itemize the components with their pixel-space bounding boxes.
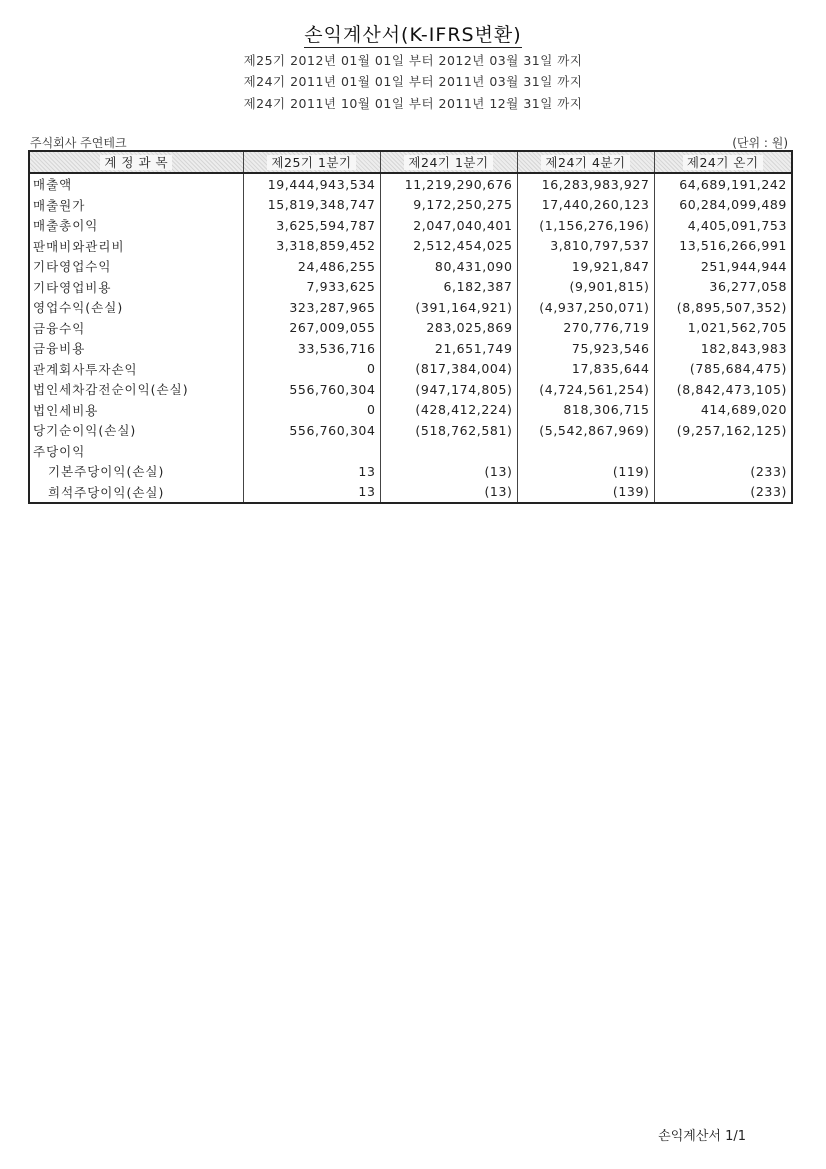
table-header-row — [29, 151, 792, 173]
value-cell: 6,182,387 — [380, 277, 517, 298]
value-cell: 0 — [243, 359, 380, 380]
company-name: 주식회사 주연테크 — [30, 136, 127, 150]
value-cell: 1,021,562,705 — [687, 320, 787, 336]
value-cell: 182,843,983 — [700, 340, 787, 356]
table-row — [29, 359, 792, 380]
table-row — [29, 195, 792, 216]
value-cell: 11,219,290,676 — [380, 173, 517, 195]
column-header-fy-24: 제24기 온기 — [654, 151, 792, 173]
period-line-3: 제24기 2011년 10월 01일 부터 2011년 12월 31일 까지 — [243, 96, 583, 111]
income-statement-table — [28, 150, 793, 504]
value-cell: (9,257,162,125) — [676, 422, 787, 438]
value-cell: 818,306,715 — [517, 400, 654, 421]
period-line-2: 제24기 2011년 01월 01일 부터 2011년 03월 31일 까지 — [243, 74, 583, 89]
value-cell: (428,412,224) — [380, 400, 517, 421]
account-name: 희석주당이익(손실) — [29, 482, 243, 504]
value-cell: 556,760,304 — [243, 379, 380, 400]
value-cell: (8,842,473,105) — [676, 381, 787, 397]
value-cell — [654, 441, 792, 462]
value-cell: 2,047,040,401 — [380, 215, 517, 236]
account-name: 매출총이익 — [29, 215, 243, 236]
account-name: 주당이익 — [29, 441, 243, 462]
value-cell: 267,009,055 — [243, 318, 380, 339]
value-cell — [380, 441, 517, 462]
value-cell: 60,284,099,489 — [679, 197, 787, 213]
value-cell: 17,440,260,123 — [517, 195, 654, 216]
value-cell: 2,512,454,025 — [380, 236, 517, 257]
value-cell: (139) — [517, 482, 654, 504]
page-footer: 손익계산서 1/1 — [658, 1129, 746, 1144]
value-cell: 414,689,020 — [700, 402, 787, 418]
value-cell — [517, 441, 654, 462]
value-cell: (817,384,004) — [380, 359, 517, 380]
account-name: 판매비와관리비 — [29, 236, 243, 257]
value-cell: 9,172,250,275 — [380, 195, 517, 216]
table-row — [29, 379, 792, 400]
value-cell: (4,937,250,071) — [517, 297, 654, 318]
value-cell: (518,762,581) — [380, 420, 517, 441]
table-row — [29, 277, 792, 298]
value-cell: 3,810,797,537 — [517, 236, 654, 257]
value-cell: (9,901,815) — [517, 277, 654, 298]
table-row — [29, 256, 792, 277]
value-cell: (1,156,276,196) — [517, 215, 654, 236]
table-row — [29, 420, 792, 441]
value-cell: 33,536,716 — [243, 338, 380, 359]
column-header-q1-25: 제25기 1분기 — [243, 151, 380, 173]
account-name: 매출액 — [29, 173, 243, 195]
account-name: 관계회사투자손익 — [29, 359, 243, 380]
account-name: 기타영업수익 — [29, 256, 243, 277]
value-cell: 15,819,348,747 — [243, 195, 380, 216]
value-cell — [243, 441, 380, 462]
table-row — [29, 482, 792, 504]
value-cell: 24,486,255 — [243, 256, 380, 277]
account-name: 매출원가 — [29, 195, 243, 216]
value-cell: 251,944,944 — [700, 258, 787, 274]
table-row — [29, 338, 792, 359]
column-header-account: 계 정 과 목 — [29, 151, 243, 173]
value-cell: 80,431,090 — [380, 256, 517, 277]
value-cell: 13 — [243, 482, 380, 504]
value-cell: (5,542,867,969) — [517, 420, 654, 441]
value-cell: 19,444,943,534 — [243, 173, 380, 195]
table-row — [29, 441, 792, 462]
value-cell: 556,760,304 — [243, 420, 380, 441]
value-cell: (8,895,507,352) — [676, 299, 787, 315]
value-cell: (233) — [750, 463, 787, 479]
value-cell: 13 — [243, 461, 380, 482]
period-line-1: 제25기 2012년 01월 01일 부터 2012년 03월 31일 까지 — [243, 53, 583, 68]
value-cell: 75,923,546 — [517, 338, 654, 359]
table-row — [29, 400, 792, 421]
value-cell: 36,277,058 — [709, 279, 787, 295]
account-name: 기본주당이익(손실) — [29, 461, 243, 482]
unit-label: (단위 : 원) — [732, 136, 788, 150]
value-cell: (947,174,805) — [380, 379, 517, 400]
table-row — [29, 236, 792, 257]
account-name: 금융비용 — [29, 338, 243, 359]
table-row — [29, 461, 792, 482]
value-cell: 283,025,869 — [380, 318, 517, 339]
account-name: 당기순이익(손실) — [29, 420, 243, 441]
value-cell: (13) — [380, 461, 517, 482]
value-cell: 0 — [243, 400, 380, 421]
value-cell: (785,684,475) — [689, 361, 787, 377]
value-cell: 270,776,719 — [517, 318, 654, 339]
value-cell: 3,625,594,787 — [243, 215, 380, 236]
page-title: 손익계산서(K-IFRS변환) — [304, 24, 522, 46]
account-name: 영업수익(손실) — [29, 297, 243, 318]
account-name: 법인세비용 — [29, 400, 243, 421]
account-name: 금융수익 — [29, 318, 243, 339]
value-cell: 323,287,965 — [243, 297, 380, 318]
value-cell: (391,164,921) — [380, 297, 517, 318]
value-cell: 3,318,859,452 — [243, 236, 380, 257]
column-header-q1-24: 제24기 1분기 — [380, 151, 517, 173]
value-cell: 4,405,091,753 — [687, 217, 787, 233]
table-row — [29, 215, 792, 236]
value-cell: 64,689,191,242 — [679, 176, 787, 192]
value-cell: (4,724,561,254) — [517, 379, 654, 400]
value-cell: 7,933,625 — [243, 277, 380, 298]
value-cell: 19,921,847 — [517, 256, 654, 277]
value-cell: (13) — [380, 482, 517, 504]
value-cell: 16,283,983,927 — [517, 173, 654, 195]
column-header-q4-24: 제24기 4분기 — [517, 151, 654, 173]
value-cell: (119) — [517, 461, 654, 482]
account-name: 법인세차감전순이익(손실) — [29, 379, 243, 400]
value-cell: 17,835,644 — [517, 359, 654, 380]
value-cell: 21,651,749 — [380, 338, 517, 359]
value-cell: 13,516,266,991 — [679, 238, 787, 254]
table-row — [29, 297, 792, 318]
table-row — [29, 318, 792, 339]
table-row — [29, 173, 792, 195]
account-name: 기타영업비용 — [29, 277, 243, 298]
value-cell: (233) — [750, 484, 787, 500]
